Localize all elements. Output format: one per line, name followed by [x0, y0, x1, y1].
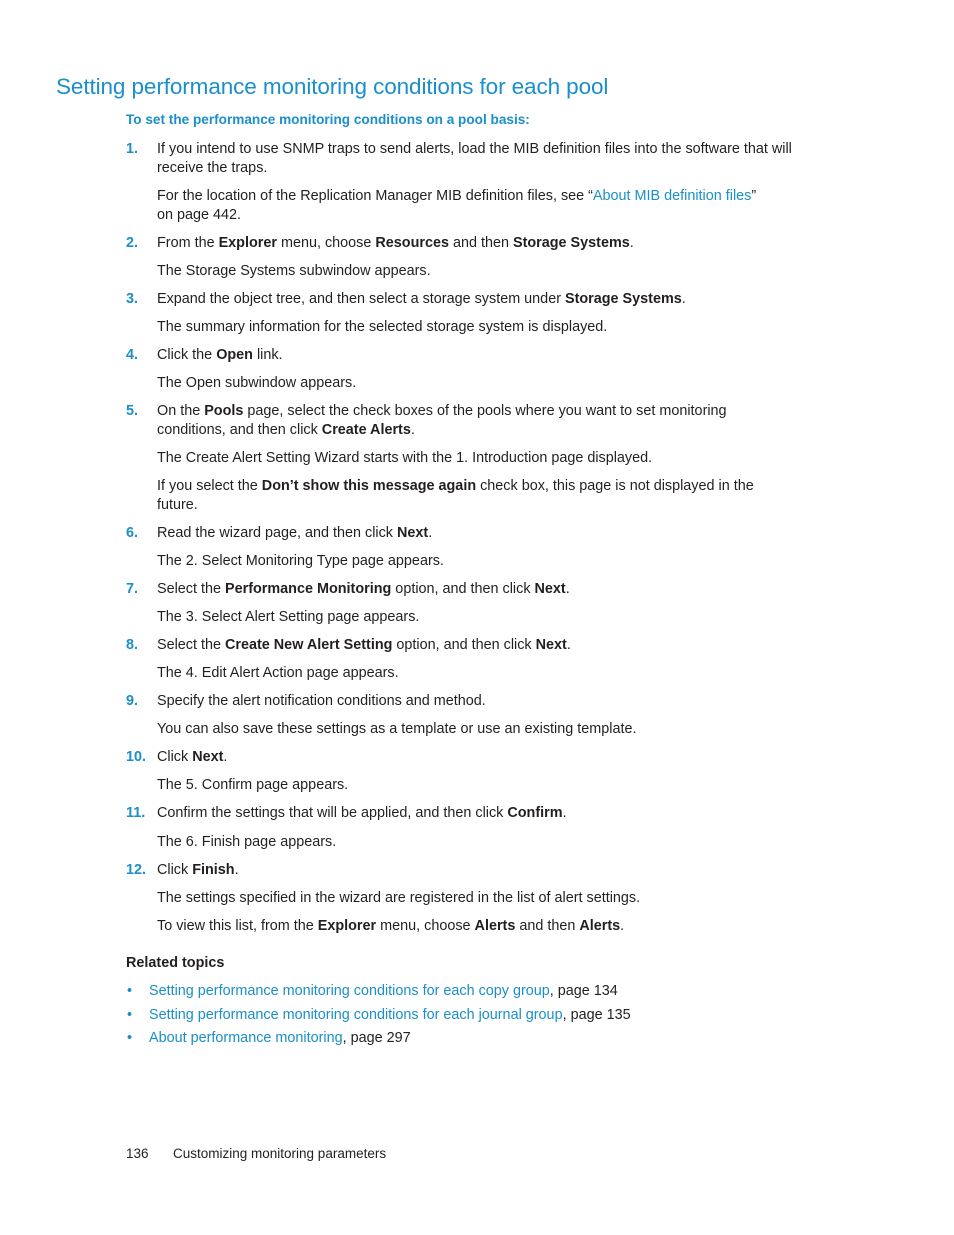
step-1-text: If you intend to use SNMP traps to send alerts, load the MIB definition files into the software that will receive the traps.: [157, 141, 792, 176]
step-2-text: From the Explorer menu, choose Resources and then Storage Systems.: [157, 235, 634, 251]
step-6-text: Read the wizard page, and then click Next.: [157, 525, 433, 541]
page-number: 136: [126, 1146, 149, 1161]
footer-section-title: Customizing monitoring parameters: [173, 1146, 387, 1161]
page-title: Setting performance monitoring conditions for each pool: [56, 74, 609, 99]
bullet-icon: •: [127, 1030, 133, 1046]
step-5-result: The Create Alert Setting Wizard starts with the 1. Introduction page displayed.: [157, 450, 653, 466]
step-4-result: The Open subwindow appears.: [157, 375, 357, 391]
procedure-heading: To set the performance monitoring conditions on a pool basis:: [126, 112, 530, 127]
step-number: 3.: [126, 291, 139, 307]
bullet-icon: •: [127, 1007, 133, 1023]
step-number: 9.: [126, 693, 139, 709]
step-9-result: You can also save these settings as a template or use an existing template.: [157, 721, 637, 737]
step-11-result: The 6. Finish page appears.: [157, 834, 337, 850]
step-3-result: The summary information for the selected storage system is displayed.: [157, 319, 608, 335]
step-4-text: Click the Open link.: [157, 347, 283, 363]
related-topics-heading: Related topics: [126, 955, 225, 971]
step-number: 10.: [126, 749, 147, 765]
step-5-note: If you select the Don’t show this message again check box, this page is not displayed in the future.: [157, 478, 754, 513]
step-12-result: The settings specified in the wizard are registered in the list of alert settings.: [157, 890, 641, 906]
step-11-text: Confirm the settings that will be applied, and then click Confirm.: [157, 805, 567, 821]
step-10-text: Click Next.: [157, 749, 228, 765]
step-8-text: Select the Create New Alert Setting option, and then click Next.: [157, 637, 571, 653]
mib-definition-link[interactable]: About MIB definition files: [592, 188, 752, 204]
step-number: 8.: [126, 637, 139, 653]
step-8-result: The 4. Edit Alert Action page appears.: [157, 665, 399, 681]
related-topic-item: About performance monitoring, page 297: [149, 1030, 411, 1046]
step-9-text: Specify the alert notification conditions and method.: [157, 693, 486, 709]
step-number: 1.: [126, 141, 139, 157]
step-number: 12.: [126, 862, 147, 878]
step-number: 4.: [126, 347, 139, 363]
step-2-result: The Storage Systems subwindow appears.: [157, 263, 431, 279]
step-7-result: The 3. Select Alert Setting page appears.: [157, 609, 420, 625]
related-topic-link[interactable]: Setting performance monitoring conditions for each journal group: [149, 1007, 563, 1023]
step-number: 5.: [126, 403, 139, 419]
step-5-text: On the Pools page, select the check boxes of the pools where you want to set monitoring conditions, and then click Create Alerts.: [157, 403, 727, 438]
related-topic-item: Setting performance monitoring conditions for each copy group, page 134: [149, 983, 618, 999]
step-7-text: Select the Performance Monitoring option, and then click Next.: [157, 581, 570, 597]
bullet-icon: •: [127, 983, 133, 999]
step-3-text: Expand the object tree, and then select a storage system under Storage Systems.: [157, 291, 686, 307]
step-10-result: The 5. Confirm page appears.: [157, 777, 349, 793]
step-1-note: For the location of the Replication Manager MIB definition files, see “About MIB definition files” on page 442.: [157, 188, 757, 223]
step-12-note: To view this list, from the Explorer menu, choose Alerts and then Alerts.: [157, 918, 625, 934]
related-topic-link[interactable]: About performance monitoring: [149, 1030, 343, 1046]
step-number: 6.: [126, 525, 139, 541]
step-number: 2.: [126, 235, 139, 251]
related-topic-item: Setting performance monitoring conditions for each journal group, page 135: [149, 1007, 631, 1023]
step-number: 11.: [126, 805, 146, 821]
step-number: 7.: [126, 581, 139, 597]
step-12-text: Click Finish.: [157, 862, 239, 878]
step-6-result: The 2. Select Monitoring Type page appears.: [157, 553, 444, 569]
related-topic-link[interactable]: Setting performance monitoring conditions for each copy group: [149, 983, 550, 999]
